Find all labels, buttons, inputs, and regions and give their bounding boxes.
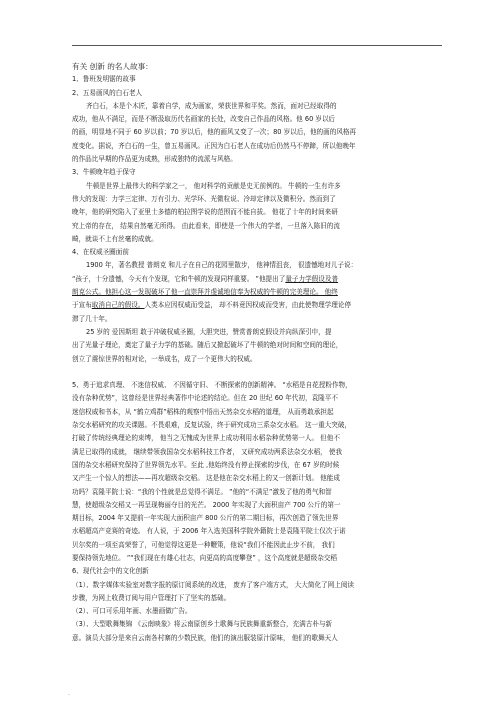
text-line: （1）、数字媒体实验室对数字报的原订阅系统的改进， 废弃了客户端方式， 大大简化了网上阅读 <box>72 580 355 589</box>
text-line: 6、现代社会中的文化创新 <box>72 567 149 576</box>
text-line: （2）、可口可乐用年画、水墨画做广告。 <box>72 607 192 616</box>
text-line: 杂交水稻研究的攻关课题。不畏艰难，反复试验，终于研究成功三系杂交水稻。 这一重大突破， <box>72 421 352 430</box>
text-line: 滞了几十年。 <box>72 314 112 323</box>
text-line: “孩子，十分遗憾，今天有个发现，它和牛顿的发现同样重要。 ”他提出了量子力学假设及普 <box>72 274 339 283</box>
text-line: 度变化。据说，齐白石的一生，曾五易画风。正因为白石老人在成功后仍然马不停蹄，所以他晚年 <box>72 141 356 150</box>
text-line: 1、鲁班发明锯的故事 <box>72 75 136 84</box>
text-line: 4、在权威圣圈面前 <box>72 248 129 257</box>
text-line: 的画，明显地不同于 60 岁以前；70 岁以后，他的画风又变了一次；80 岁以后，他的画的风格再 <box>72 128 357 137</box>
text-line: 要保持领先地位。 ”“我们现在有雄心壮志，向更高的高度攀登” ，这个高度就是超级杂交稻 <box>72 553 338 562</box>
text-line: 步骤，为网上收费订阅与用户管理打下了坚实的基础。 <box>72 593 231 602</box>
text-line: 伟大的发现：力学三定律、万有引力、光学环、光微粒说、冷却定律以及微积分。然而到了 <box>72 194 336 203</box>
text-line: （3）、大型歌舞集锦 《云南映象》将云南原创乡土歌舞与民族舞重新整合，充满古朴与新 <box>72 620 333 629</box>
text-line: 出了光量子理论，奠定了量子力学的基础。随后又掀起破坏了牛顿的绝对时间和空间的理论， <box>72 341 343 350</box>
text-line: 功吗？袁隆平院士说：“我的个性就是总觉得不满足。 ”他的“不满足”激发了他的勇气和智 <box>72 487 332 496</box>
text-line: 满足已取得的成就， 继续带领我国杂交水稻科技工作者， 又研究成功两系法杂交水稻， 使我 <box>72 447 343 456</box>
text-line: 没有杂种优势”，这曾经是世界经典著作中论述的结论。但在 20 世纪 60 年代初，袁隆平不 <box>72 394 338 403</box>
text-line: 打破了传统经典理论的束缚， 他当之无愧成为世界上成功利用水稻杂种优势第一人。 但他不 <box>72 434 340 443</box>
text-line: 迷信权威和书本，从 “鹤立鸡群”稻株的观察中悟出天然杂交水稻的道理， 从而勇敢承担起 <box>72 407 334 416</box>
text-line: 畸，就谈不上有丝毫的成就。 <box>72 234 158 243</box>
text-line: 创立了震惊世界的相对论，一举成名，成了一个更伟大的权威。 <box>72 354 257 363</box>
text-line: 成功，他从不满足，而是不断汲取历代名画家的长处，改变自己作品的风格。他 60 岁以后 <box>72 115 336 124</box>
text-line: 水稻超高产竞赛的奇迹。 有人说，于 2006 年入选美国科学院外籍院士是袁隆平院士仅次于诺 <box>72 527 346 536</box>
text-line: 25 岁的 爱因斯坦 敢于冲破权威圣圈，大胆突进，赞赏普朗克假设并向纵深引申，提 <box>86 327 332 336</box>
text-line: 期目标，2004 年又提前一年实现大面积亩产 800 公斤的第二期目标，再次创造了领先世界 <box>72 514 339 523</box>
text-line: 朗克公式。他担心这一发现破坏了他一直崇拜并虔诚地信奉为权威的牛顿的完美理论。 他终 <box>72 288 338 297</box>
header-mark: . <box>436 41 438 48</box>
document-body <box>72 60 442 645</box>
text-line: 又产生一个惊人的想法——再攻超级杂交稻。 这是他在杂交水稻上的又一创新计划。 他能成 <box>72 474 340 483</box>
text-line: 1900 年，著名教授 普朗克 和儿子在自己的花园里散步， 他神情沮丧， 很遗憾地对儿子说： <box>86 261 358 270</box>
text-line: 3、牛顿晚年趋于保守 <box>72 168 136 177</box>
text-line: 意。演员大部分是来自云南各村寨的少数民族，他们的演出服装原汁原味， 他们的歌舞天人 <box>72 633 338 642</box>
text-line: 于宣布取消自己的假设。人类本应因权威而受益， 却不料竟因权威而受害，由此使物理学理论停 <box>72 301 352 310</box>
text-line <box>72 366 442 379</box>
header-rule <box>72 45 442 46</box>
text-line: 5、勇于追求真理、 不迷信权威、 不因循守旧、 不断探索的创新精神。 “水稻是自花授粉作物， <box>72 381 352 390</box>
text-line: 究上帝的存在， 结果自然毫无所得。 由此看来，即使是一个伟大的学者，一旦落入陈旧的流 <box>72 221 340 230</box>
text-line: 齐白石，本是个木匠，靠着自学，成为画家，荣获世界和平奖。然而，面对已经取得的 <box>86 101 337 110</box>
text-line: 牛顿是世界上最伟大的科学家之一， 他对科学的贡献是史无前例的。 牛顿的一生有许多 <box>86 181 341 190</box>
text-line: 2、五易画风的白石老人 <box>72 88 143 97</box>
text-line: 慧，使超级杂交稻又一再呈现梅丽夺目的光芒。 2000 年实现了大面积亩产 700 公斤的第一 <box>72 500 341 509</box>
text-line: 的作品比早期的作品更为成熟，形成独特的流派与风格。 <box>72 155 237 164</box>
text-line: 晚年，他的研究陷入了亚里士多德的柏拉图学说的范围而不能自拔。 他花了十年的时间来研 <box>72 208 338 217</box>
text-line: 有关 创新 的名人故事： <box>72 62 153 71</box>
text-line: 国的杂交水稻研究保持了世界领先水平。至此 ,他始终没有停止探索的步伐，在 67 岁的时候 <box>72 460 340 469</box>
text-line: 贝尔奖的一项至高荣誉了，可他觉得这更是一种鞭策，他说“我们不能因此止步不前， 我们 <box>72 540 335 549</box>
footer-mark: . <box>68 690 70 697</box>
